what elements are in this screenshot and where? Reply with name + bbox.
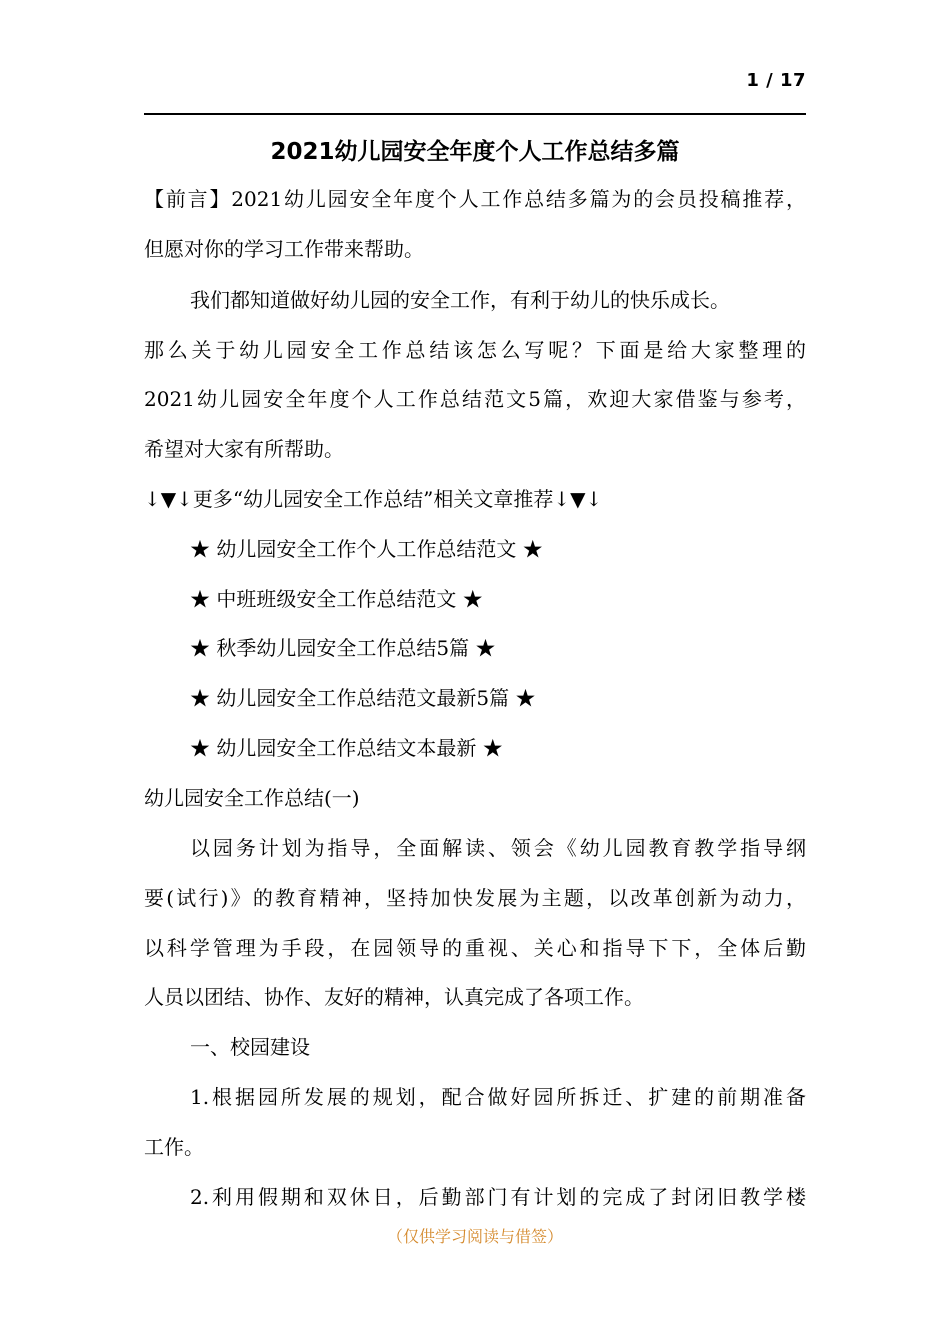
preface-line-2: 但愿对你的学习工作带来帮助。 — [144, 237, 424, 261]
page-number: 1 / 17 — [746, 70, 806, 91]
paragraph-line: 人员以团结、协作、友好的精神，认真完成了各项工作。 — [144, 985, 644, 1009]
header-divider — [144, 113, 806, 115]
paragraph-line: 工作。 — [144, 1135, 204, 1159]
related-article-link[interactable]: ★ 中班班级安全工作总结范文 ★ — [190, 587, 483, 611]
related-articles-heading: ↓▼↓更多“幼儿园安全工作总结”相关文章推荐↓▼↓ — [144, 487, 603, 511]
related-article-link[interactable]: ★ 幼儿园安全工作总结文本最新 ★ — [190, 736, 503, 760]
paragraph-line: 以科学管理为手段，在园领导的重视、关心和指导下下，全体后勤 — [144, 936, 806, 960]
intro-line-1: 我们都知道做好幼儿园的安全工作，有利于幼儿的快乐成长。 — [190, 288, 730, 312]
intro-line-4: 希望对大家有所帮助。 — [144, 437, 344, 461]
related-article-link[interactable]: ★ 幼儿园安全工作个人工作总结范文 ★ — [190, 537, 543, 561]
paragraph-line: 要(试行)》的教育精神，坚持加快发展为主题，以改革创新为动力， — [144, 886, 806, 910]
paragraph-line: 1.根据园所发展的规划，配合做好园所拆迁、扩建的前期准备 — [190, 1085, 806, 1109]
intro-line-3: 2021幼儿园安全年度个人工作总结范文5篇，欢迎大家借鉴与参考， — [144, 387, 806, 411]
intro-line-2: 那么关于幼儿园安全工作总结该怎么写呢？下面是给大家整理的 — [144, 338, 806, 362]
related-article-link[interactable]: ★ 秋季幼儿园安全工作总结5篇 ★ — [190, 636, 496, 660]
paragraph-line: 以园务计划为指导，全面解读、领会《幼儿园教育教学指导纲 — [190, 836, 806, 860]
footer-disclaimer: （仅供学习阅读与借签） — [386, 1227, 563, 1246]
preface-line-1: 【前言】2021幼儿园安全年度个人工作总结多篇为的会员投稿推荐， — [144, 187, 806, 211]
section-heading: 幼儿园安全工作总结(一) — [144, 786, 360, 810]
paragraph-line: 2.利用假期和双休日，后勤部门有计划的完成了封闭旧教学楼 — [190, 1185, 806, 1209]
related-article-link[interactable]: ★ 幼儿园安全工作总结范文最新5篇 ★ — [190, 686, 536, 710]
document-title: 2021幼儿园安全年度个人工作总结多篇 — [270, 139, 680, 165]
subsection-heading: 一、校园建设 — [190, 1035, 310, 1059]
